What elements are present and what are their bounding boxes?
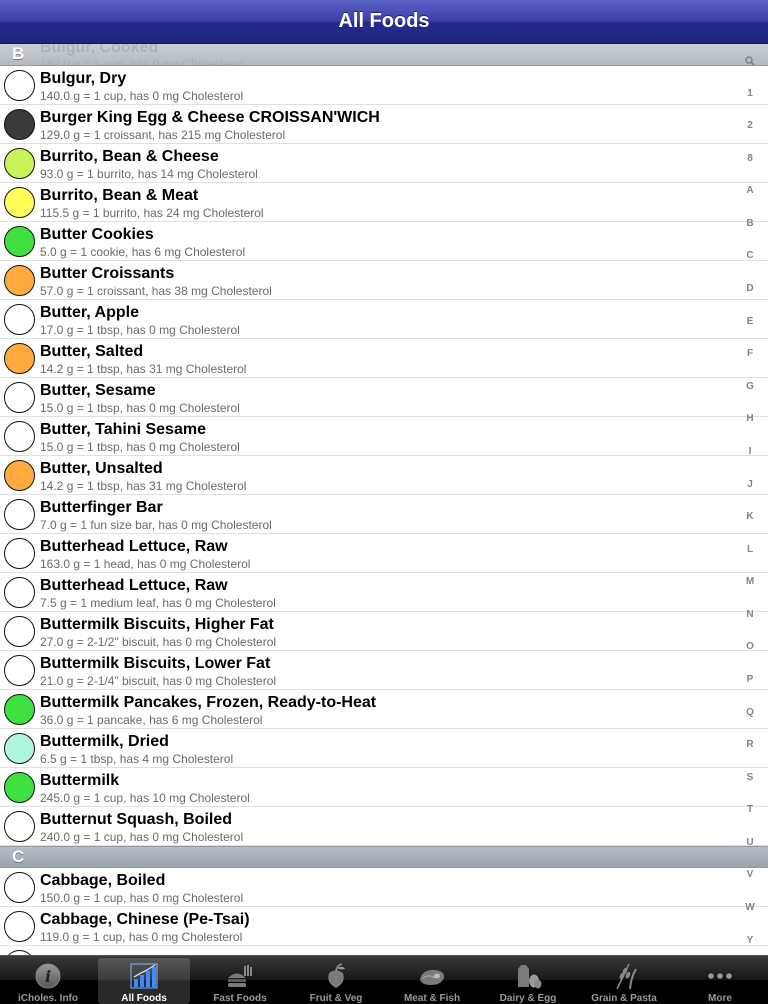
cholesterol-level-indicator bbox=[4, 265, 35, 296]
tab-label: Fruit & Veg bbox=[309, 993, 363, 1004]
tab-label: All Foods bbox=[121, 993, 167, 1004]
list-item[interactable] bbox=[0, 378, 768, 417]
list-item[interactable] bbox=[0, 868, 768, 907]
row-subtitle: 150.0 g = 1 cup, has 0 mg Cholesterol bbox=[40, 891, 244, 905]
row-subtitle: 163.0 g = 1 head, has 0 mg Cholesterol bbox=[40, 557, 251, 571]
index-letter[interactable]: 2 bbox=[747, 120, 753, 132]
row-title: Bulgur, Dry bbox=[40, 70, 127, 87]
page-title: All Foods bbox=[338, 10, 430, 32]
index-letter[interactable]: U bbox=[746, 836, 754, 848]
row-subtitle: 7.0 g = 1 fun size bar, has 0 mg Cholesterol bbox=[40, 518, 272, 532]
cholesterol-level-indicator bbox=[4, 811, 35, 842]
list-item[interactable] bbox=[0, 456, 768, 495]
tab-bar bbox=[0, 955, 768, 1004]
row-subtitle: 5.0 g = 1 cookie, has 6 mg Cholesterol bbox=[40, 245, 246, 259]
cholesterol-level-indicator bbox=[4, 148, 35, 179]
search-icon[interactable] bbox=[745, 56, 755, 66]
list-item[interactable] bbox=[0, 946, 768, 955]
row-subtitle: 245.0 g = 1 cup, has 10 mg Cholesterol bbox=[40, 791, 250, 805]
row-title: Buttermilk, Dried bbox=[40, 733, 169, 750]
tab-all-foods[interactable] bbox=[98, 958, 190, 1004]
row-subtitle: 14.2 g = 1 tbsp, has 31 mg Cholesterol bbox=[40, 362, 247, 376]
tab-label: Grain & Pasta bbox=[591, 993, 657, 1004]
index-letter[interactable]: L bbox=[746, 543, 754, 555]
row-subtitle: 21.0 g = 2-1/4" biscuit, has 0 mg Cholesterol bbox=[40, 674, 277, 688]
index-letter[interactable]: S bbox=[746, 771, 754, 783]
list-item[interactable] bbox=[0, 222, 768, 261]
row-subtitle: 14.2 g = 1 tbsp, has 31 mg Cholesterol bbox=[40, 479, 247, 493]
navigation-bar bbox=[0, 0, 768, 44]
cholesterol-level-indicator bbox=[4, 772, 35, 803]
index-letter[interactable]: Q bbox=[746, 706, 754, 718]
tab-meat-fish[interactable] bbox=[386, 958, 478, 1004]
row-title: Buttermilk Pancakes, Frozen, Ready-to-Heat bbox=[40, 694, 377, 711]
bar-chart-icon bbox=[129, 961, 159, 991]
row-subtitle: 119.0 g = 1 cup, has 0 mg Cholesterol bbox=[40, 930, 243, 944]
row-title: Buttermilk Biscuits, Lower Fat bbox=[40, 655, 271, 672]
cholesterol-level-indicator bbox=[4, 499, 35, 530]
cholesterol-level-indicator bbox=[4, 304, 35, 335]
index-letter[interactable]: G bbox=[746, 380, 754, 392]
list-item[interactable] bbox=[0, 608, 768, 651]
index-letter[interactable]: K bbox=[746, 511, 754, 523]
row-subtitle: 7.5 g = 1 medium leaf, has 0 mg Cholesterol bbox=[40, 596, 276, 610]
food-list[interactable] bbox=[0, 44, 768, 955]
list-item[interactable] bbox=[0, 534, 768, 573]
index-letter[interactable]: J bbox=[747, 478, 753, 490]
row-title: Butter Croissants bbox=[40, 265, 175, 282]
svg-text:i: i bbox=[44, 967, 52, 986]
row-title: Burrito, Bean & Meat bbox=[40, 187, 199, 204]
list-item[interactable] bbox=[0, 690, 768, 729]
tab-fast-foods[interactable] bbox=[194, 958, 286, 1004]
index-letter[interactable]: 8 bbox=[747, 152, 753, 164]
index-letter[interactable]: I bbox=[748, 445, 752, 457]
cholesterol-level-indicator bbox=[4, 872, 35, 903]
tab-dairy-egg[interactable] bbox=[482, 958, 574, 1004]
cholesterol-level-indicator bbox=[4, 733, 35, 764]
cholesterol-level-indicator bbox=[4, 343, 35, 374]
row-title: Butterhead Lettuce, Raw bbox=[40, 538, 228, 555]
row-title: Butter, Unsalted bbox=[40, 460, 163, 477]
info-icon bbox=[33, 961, 63, 991]
cholesterol-level-indicator bbox=[4, 460, 35, 491]
row-subtitle: 36.0 g = 1 pancake, has 6 mg Cholesterol bbox=[40, 713, 263, 727]
fruit-icon bbox=[321, 961, 351, 991]
list-item[interactable] bbox=[0, 183, 768, 222]
row-title: Butternut Squash, Boiled bbox=[40, 811, 232, 828]
row-title: Burrito, Bean & Cheese bbox=[40, 148, 219, 165]
list-item[interactable] bbox=[0, 417, 768, 456]
tab-grain-pasta[interactable] bbox=[578, 958, 670, 1004]
list-item[interactable] bbox=[0, 261, 768, 300]
section-index-bar[interactable] bbox=[738, 56, 762, 946]
index-letter[interactable]: T bbox=[746, 804, 754, 816]
index-letter[interactable]: P bbox=[746, 673, 754, 685]
row-title: Cabbage, Boiled bbox=[40, 872, 166, 889]
row-title: Buttermilk bbox=[40, 772, 120, 789]
index-letter[interactable]: O bbox=[746, 641, 754, 653]
index-letter[interactable]: 1 bbox=[747, 87, 753, 99]
list-item[interactable] bbox=[0, 300, 768, 339]
burger-fries-icon bbox=[225, 961, 255, 991]
tab-label: More bbox=[708, 993, 732, 1004]
tab-more[interactable] bbox=[674, 958, 766, 1004]
tab-label: Meat & Fish bbox=[403, 993, 461, 1004]
grain-icon bbox=[609, 961, 639, 991]
index-letter[interactable]: C bbox=[746, 250, 754, 262]
row-subtitle: 17.0 g = 1 tbsp, has 0 mg Cholesterol bbox=[40, 323, 240, 337]
row-title: Buttermilk Biscuits, Higher Fat bbox=[40, 616, 274, 633]
list-item[interactable] bbox=[0, 105, 768, 144]
list-item[interactable] bbox=[0, 495, 768, 534]
list-item[interactable] bbox=[0, 339, 768, 378]
row-subtitle: 15.0 g = 1 tbsp, has 0 mg Cholesterol bbox=[40, 440, 240, 454]
row-title: Butterfinger Bar bbox=[40, 499, 163, 516]
list-item[interactable] bbox=[0, 573, 768, 612]
meat-icon bbox=[417, 961, 447, 991]
row-title: Butterhead Lettuce, Raw bbox=[40, 577, 228, 594]
row-title: Butter, Tahini Sesame bbox=[40, 421, 206, 438]
cholesterol-level-indicator bbox=[4, 694, 35, 725]
section-header-c: C bbox=[0, 846, 768, 868]
cholesterol-level-indicator bbox=[4, 616, 35, 647]
cholesterol-level-indicator bbox=[4, 382, 35, 413]
list-item[interactable] bbox=[0, 729, 768, 768]
more-icon bbox=[705, 961, 735, 991]
row-subtitle: 15.0 g = 1 tbsp, has 0 mg Cholesterol bbox=[40, 401, 240, 415]
row-title: Butter, Salted bbox=[40, 343, 144, 360]
row-subtitle: 240.0 g = 1 cup, has 0 mg Cholesterol bbox=[40, 830, 244, 844]
list-item[interactable] bbox=[0, 768, 768, 807]
cholesterol-level-indicator bbox=[4, 70, 35, 101]
index-letter[interactable]: V bbox=[746, 869, 754, 881]
row-title: Butter, Apple bbox=[40, 304, 139, 321]
dairy-egg-icon bbox=[513, 961, 543, 991]
index-letter[interactable]: R bbox=[746, 739, 754, 751]
cholesterol-level-indicator bbox=[4, 421, 35, 452]
cholesterol-level-indicator bbox=[4, 911, 35, 942]
tab-icholes-info[interactable] bbox=[2, 958, 94, 1004]
cholesterol-level-indicator bbox=[4, 538, 35, 569]
row-title: Burger King Egg & Cheese CROISSAN'WICH bbox=[40, 109, 380, 126]
tab-label: Fast Foods bbox=[213, 993, 267, 1004]
index-letter[interactable]: B bbox=[746, 217, 754, 229]
index-letter[interactable]: M bbox=[745, 576, 755, 588]
index-letter[interactable]: N bbox=[746, 608, 754, 620]
index-letter[interactable]: E bbox=[746, 315, 754, 327]
row-subtitle: 27.0 g = 2-1/2" biscuit, has 0 mg Cholesterol bbox=[40, 635, 277, 649]
cholesterol-level-indicator bbox=[4, 109, 35, 140]
cholesterol-level-indicator bbox=[4, 226, 35, 257]
row-subtitle: 57.0 g = 1 croissant, has 38 mg Cholesterol bbox=[40, 284, 272, 298]
index-letter[interactable]: D bbox=[746, 283, 754, 295]
index-letter[interactable]: W bbox=[745, 902, 755, 914]
index-letter[interactable]: F bbox=[746, 348, 754, 360]
index-letter[interactable]: Y bbox=[746, 934, 754, 946]
row-title: Cabbage, Chinese (Pe-Tsai) bbox=[40, 911, 250, 928]
row-subtitle: 140.0 g = 1 cup, has 0 mg Cholesterol bbox=[40, 89, 244, 103]
pinned-section-letter: B bbox=[12, 44, 25, 63]
row-subtitle: 129.0 g = 1 croissant, has 215 mg Cholesterol bbox=[40, 128, 286, 142]
list-item[interactable] bbox=[0, 907, 768, 946]
row-title: Butter, Sesame bbox=[40, 382, 156, 399]
row-title: Butter Cookies bbox=[40, 226, 154, 243]
row-subtitle: 115.5 g = 1 burrito, has 24 mg Cholesterol bbox=[40, 206, 264, 220]
list-item[interactable] bbox=[0, 804, 768, 846]
tab-label: Dairy & Egg bbox=[499, 993, 557, 1004]
index-letter[interactable]: H bbox=[746, 413, 754, 425]
cholesterol-level-indicator bbox=[4, 655, 35, 686]
index-letter[interactable]: A bbox=[746, 185, 754, 197]
row-subtitle: 6.5 g = 1 tbsp, has 4 mg Cholesterol bbox=[40, 752, 234, 766]
list-item[interactable] bbox=[0, 144, 768, 183]
pinned-section-header bbox=[0, 44, 768, 66]
tab-label: iCholes. Info bbox=[18, 993, 78, 1004]
cholesterol-level-indicator bbox=[4, 187, 35, 218]
list-item[interactable] bbox=[0, 66, 768, 105]
tab-fruit-veg[interactable] bbox=[290, 958, 382, 1004]
row-subtitle: 93.0 g = 1 burrito, has 14 mg Cholesterol bbox=[40, 167, 258, 181]
list-item[interactable] bbox=[0, 651, 768, 690]
cholesterol-level-indicator bbox=[4, 577, 35, 608]
